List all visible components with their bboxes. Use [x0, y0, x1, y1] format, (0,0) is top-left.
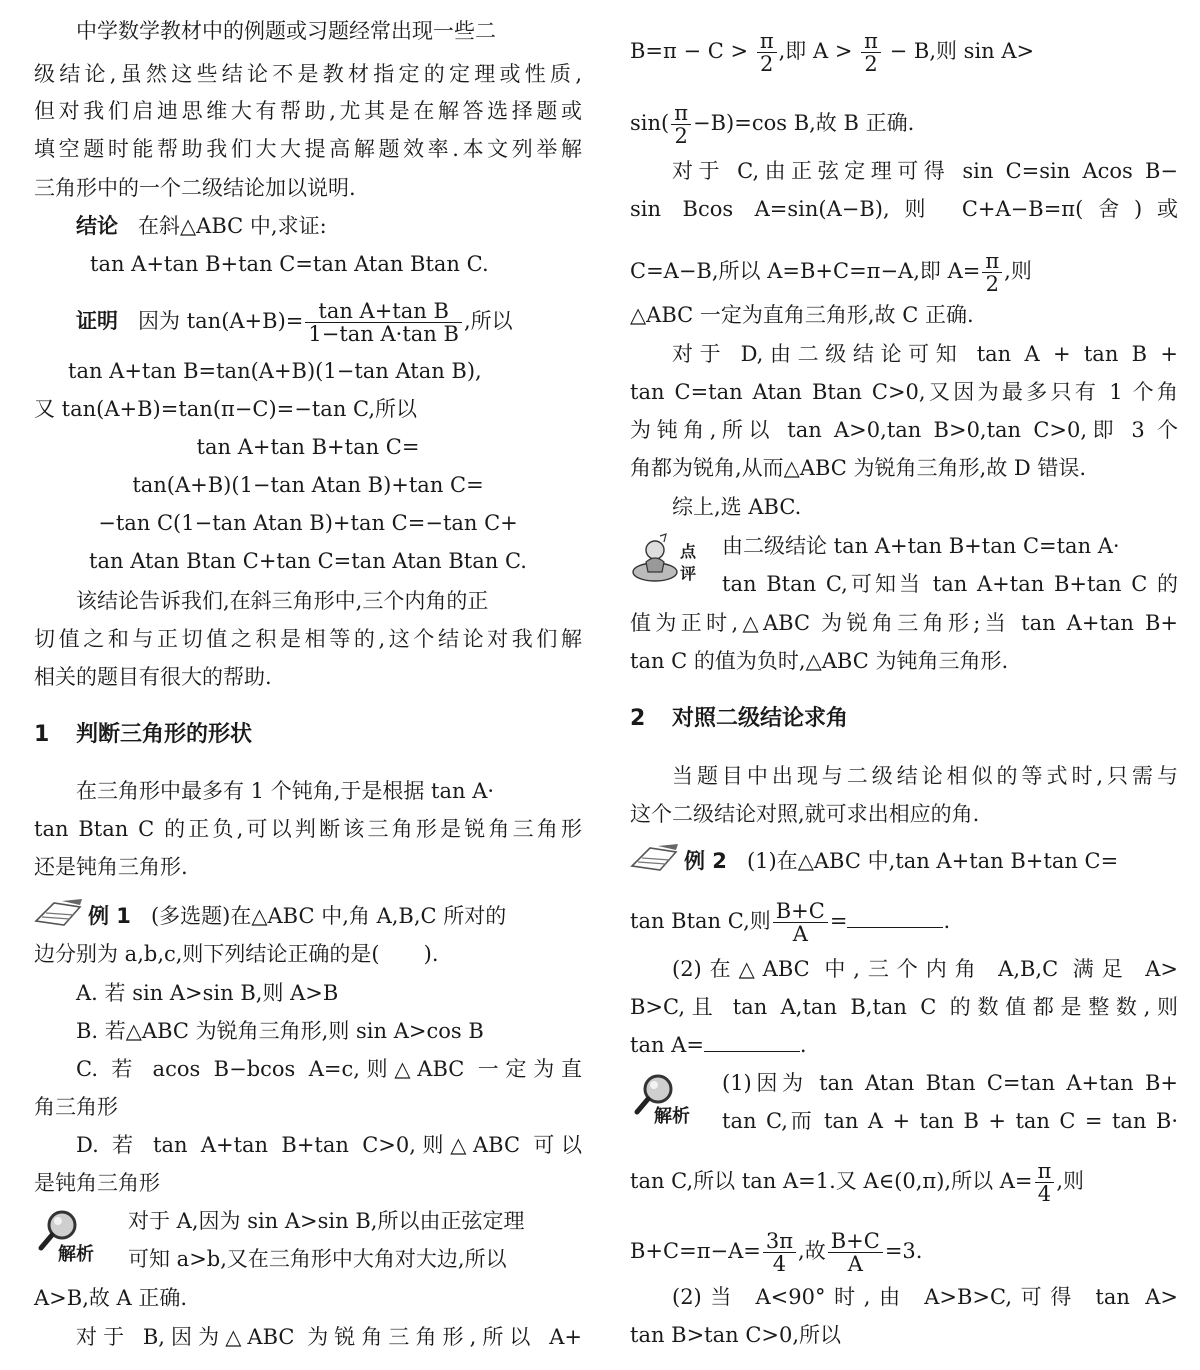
text: . [799, 1033, 807, 1057]
text: −B)=cos B,故 B 正确. [693, 111, 915, 135]
proof-step: −tan C(1−tan Atan B)+tan C=−tan C+ [98, 511, 518, 535]
analysis-c-line: sin Bcos A=sin(A−B),则 C+A−B=π(舍)或 [630, 197, 1178, 221]
proof-step: tan A+tan B=tan(A+B)(1−tan Atan B), [68, 359, 482, 383]
fraction [671, 102, 691, 147]
analysis-d-line: 对于 D,由二级结论可知 tan A + tan B + [672, 342, 1178, 366]
text: C=A−B,所以 A=B+C=π−A,即 A= [630, 259, 981, 283]
fraction [773, 900, 828, 945]
fraction-numerator: π [861, 30, 881, 53]
example-1-text: (多选题)在△ABC 中,角 A,B,C 所对的 [150, 904, 507, 928]
section-1-heading [34, 720, 582, 750]
conclusion-label: 结论 [76, 214, 118, 238]
example-1-text: 边分别为 a,b,c,则下列结论正确的是( [34, 942, 380, 966]
analysis-c-line: 对于 C,由正弦定理可得 sin C=sin Acos B− [672, 159, 1178, 183]
conclusion-text: 在斜△ABC 中,求证: [138, 214, 327, 238]
conclusion-line [34, 211, 582, 241]
solution-line [630, 1160, 1178, 1205]
example-2-label: 例 2 [684, 849, 727, 873]
text: ,即 A > [778, 39, 853, 63]
example-2-part2 [630, 1030, 1178, 1060]
intro-line: 但对我们启迪思维大有帮助,尤其是在解答选择题或 [34, 99, 582, 123]
analysis-b-line [630, 102, 1178, 147]
analysis-b-line [630, 30, 1178, 75]
analysis-label: 解析 [654, 1106, 690, 1127]
section-2-text: 这个二级结论对照,就可求出相应的角. [630, 802, 980, 826]
analysis-line: 对于 B,因为△ABC 为锐角三角形,所以 A+ [76, 1325, 582, 1349]
answer-blank[interactable] [847, 909, 943, 928]
option-d-cont: 是钝角三角形 [34, 1171, 160, 1195]
analysis-d-line: 为钝角,所以 tan A>0,tan B>0,tan C>0,即 3 个 [630, 418, 1178, 442]
conclusion-formula: tan A+tan B+tan C=tan Atan Btan C. [90, 252, 489, 276]
section-title: 对照二级结论求角 [672, 706, 849, 731]
analysis-line: 可知 a>b,又在三角形中大角对大边,所以 [128, 1247, 507, 1271]
answer-blank[interactable] [704, 1033, 800, 1052]
analysis-c-line [630, 250, 1178, 295]
section-1-text: 还是钝角三角形. [34, 855, 188, 879]
example-2-text: (1)在△ABC 中,tan A+tan B+tan C= [746, 849, 1119, 873]
option-c-cont: 角三角形 [34, 1095, 118, 1119]
solution-line: (2)当 A<90°时,由 A>B>C,可得 tan A> [672, 1285, 1178, 1309]
fraction [861, 30, 881, 75]
option-d: D. 若 tan A+tan B+tan C>0,则△ABC 可以 [76, 1133, 582, 1157]
text: = [829, 909, 848, 933]
text: tan A= [630, 1033, 704, 1057]
section-number: 2 [630, 706, 646, 731]
fraction-denominator: A [847, 1252, 863, 1276]
proof-step: tan Atan Btan C+tan C=tan Atan Btan C. [89, 549, 527, 573]
solution-line: (1)因为 tan Atan Btan C=tan A+tan B+ [722, 1071, 1178, 1095]
fraction-denominator: 2 [760, 52, 774, 76]
fraction [757, 30, 777, 75]
section-1-text: 在三角形中最多有 1 个钝角,于是根据 tan A· [76, 779, 495, 803]
section-2-text: 当题目中出现与二级结论相似的等式时,只需与 [672, 764, 1178, 788]
analysis-line: A>B,故 A 正确. [34, 1286, 188, 1310]
fraction-numerator: π [671, 102, 691, 125]
text: ,则 [1004, 259, 1032, 283]
proof-step: tan A+tan B+tan C= [196, 435, 420, 459]
proof-fraction [305, 300, 462, 345]
example-2-line [630, 846, 1178, 876]
intro-line: 级结论,虽然这些结论不是教材指定的定理或性质, [34, 62, 582, 86]
intro-line: 填空题时能帮助我们大大提高解题效率.本文列举解 [34, 137, 582, 161]
fraction [982, 250, 1002, 295]
comment-line: tan Btan C,可知当 tan A+tan B+tan C 的 [722, 572, 1178, 596]
fraction-denominator: 4 [772, 1252, 787, 1276]
solution-line: tan C,而 tan A + tan B + tan C = tan B· [722, 1109, 1178, 1133]
fraction [1035, 1160, 1055, 1205]
text: . [943, 909, 951, 933]
text: ,故 [798, 1239, 826, 1263]
comment-line: 值为正时,△ABC 为锐角三角形;当 tan A+tan B+ [630, 611, 1178, 635]
summary-line: 切值之和与正切值之积是相等的,这个结论对我们解 [34, 627, 582, 651]
solution-line [630, 1230, 1178, 1275]
proof-label: 证明 [76, 309, 118, 333]
comment-label-char: 评 [680, 564, 697, 583]
fraction-denominator: 2 [864, 52, 878, 76]
fraction-numerator: B+C [773, 900, 828, 923]
fraction-denominator: A [792, 922, 808, 946]
analysis-d-line: tan C=tan Atan Btan C>0,又因为最多只有 1 个角 [630, 380, 1178, 404]
proof-step: 又 tan(A+B)=tan(π−C)=−tan C,所以 [34, 397, 418, 421]
section-2-heading [630, 704, 1178, 734]
fraction [828, 1230, 883, 1275]
fraction-numerator: tan A+tan B [305, 300, 462, 323]
example-1-line [34, 901, 582, 931]
example-1-text: ). [423, 942, 439, 966]
fraction-denominator: 2 [985, 272, 999, 296]
analysis-line: 对于 A,因为 sin A>sin B,所以由正弦定理 [128, 1209, 525, 1233]
summary-line: 该结论告诉我们,在斜三角形中,三个内角的正 [76, 589, 489, 613]
fraction-numerator: π [1035, 1160, 1055, 1183]
intro-line: 中学数学教材中的例题或习题经常出现一些二 [76, 19, 496, 43]
text: =3. [884, 1239, 923, 1263]
proof-pre: 因为 tan(A+B)= [138, 309, 304, 333]
text: tan Btan C,则 [630, 909, 771, 933]
fraction-numerator: π [757, 30, 777, 53]
text: sin( [630, 111, 670, 135]
option-a: A. 若 sin A>sin B,则 A>B [76, 981, 339, 1005]
analysis-label: 解析 [58, 1244, 94, 1265]
fraction-denominator: 1−tan A·tan B [308, 322, 459, 346]
text: tan C,所以 tan A=1.又 A∈(0,π),所以 A= [630, 1169, 1033, 1193]
comment-line: tan C 的值为负时,△ABC 为钝角三角形. [630, 649, 1009, 673]
section-1-text: tan Btan C 的正负,可以判断该三角形是锐角三角形 [34, 817, 582, 841]
section-number: 1 [34, 722, 50, 747]
summary-line: 相关的题目有很大的帮助. [34, 665, 272, 689]
answer-line: 综上,选 ABC. [672, 495, 802, 519]
fraction-numerator: 3π [763, 1230, 796, 1253]
fraction-numerator: π [982, 250, 1002, 273]
analysis-c-line: △ABC 一定为直角三角形,故 C 正确. [630, 303, 974, 327]
left-column [34, 0, 582, 1370]
fraction [763, 1230, 796, 1275]
option-b: B. 若△ABC 为锐角三角形,则 sin A>cos B [76, 1019, 484, 1043]
section-title: 判断三角形的形状 [76, 722, 253, 747]
proof-post: ,所以 [463, 309, 513, 333]
text: ,则 [1056, 1169, 1085, 1193]
analysis-d-line: 角都为锐角,从而△ABC 为锐角三角形,故 D 错误. [630, 456, 1087, 480]
example-2-part2: B>C,且 tan A,tan B,tan C 的数值都是整数,则 [630, 995, 1178, 1019]
fraction-denominator: 2 [674, 124, 688, 148]
fraction-denominator: 4 [1037, 1182, 1052, 1206]
text: B+C=π−A= [630, 1239, 761, 1263]
text: B=π − C > [630, 39, 749, 63]
text: − B,则 sin A> [889, 39, 1035, 63]
proof-step: tan(A+B)(1−tan Atan B)+tan C= [132, 473, 484, 497]
comment-label-char: 点 [680, 542, 697, 561]
option-c: C. 若 acos B−bcos A=c,则△ABC 一定为直 [76, 1057, 582, 1081]
intro-line: 三角形中的一个二级结论加以说明. [34, 176, 356, 200]
fraction-numerator: B+C [828, 1230, 883, 1253]
solution-line: tan B>tan C>0,所以 [630, 1323, 842, 1347]
example-2-line [630, 900, 1178, 945]
example-1-label: 例 1 [88, 904, 131, 928]
comment-line: 由二级结论 tan A+tan B+tan C=tan A· [722, 534, 1120, 558]
right-column [630, 0, 1178, 1370]
example-1-line [34, 939, 582, 969]
proof-line [34, 300, 582, 345]
example-2-part2: (2)在△ABC 中,三个内角 A,B,C 满足 A> [672, 957, 1178, 981]
